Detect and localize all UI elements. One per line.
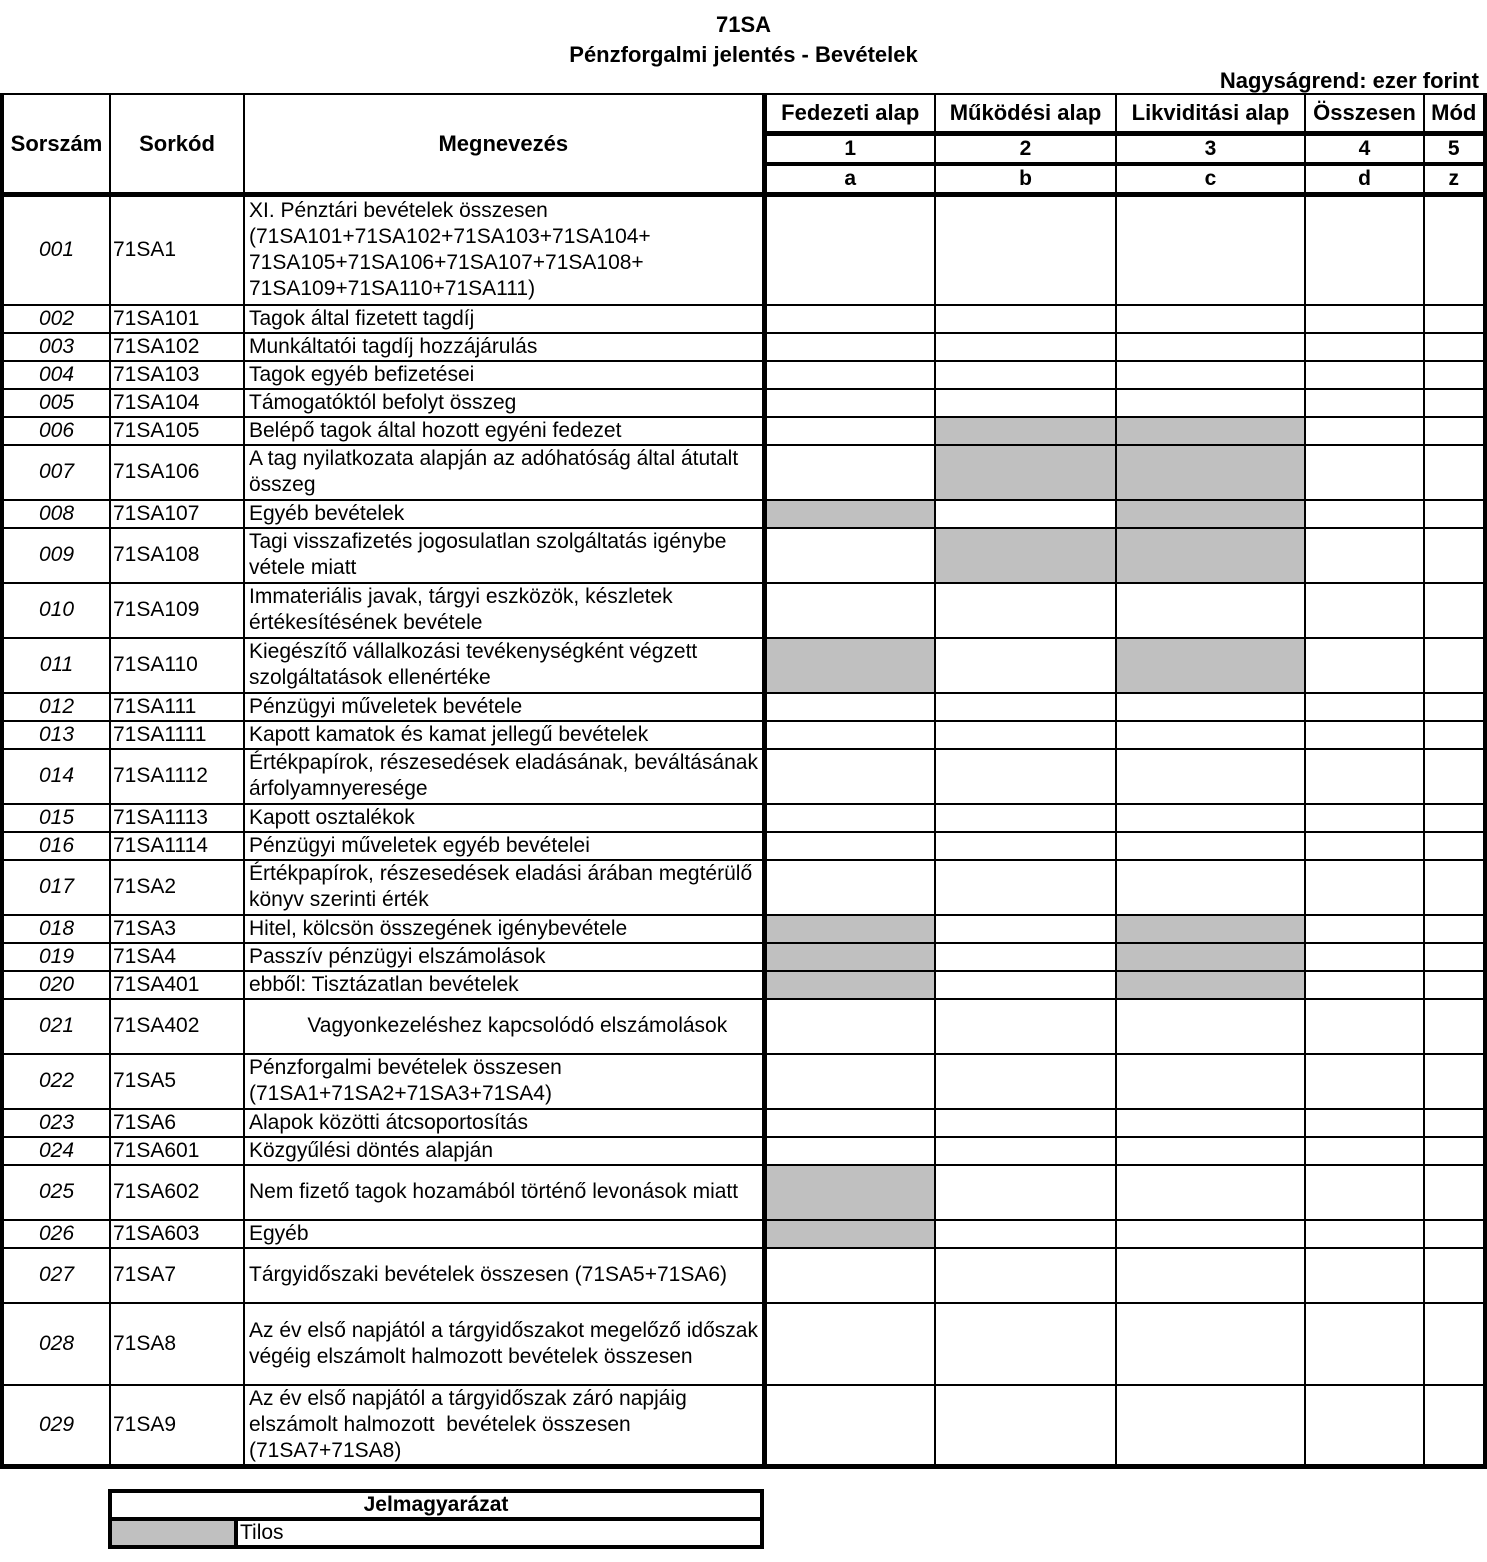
- row-code: 71SA1: [110, 195, 244, 305]
- cell-osszesen[interactable]: [1305, 943, 1424, 971]
- cell-likviditasi[interactable]: [1116, 1303, 1305, 1385]
- cell-likviditasi[interactable]: [1116, 804, 1305, 832]
- cell-osszesen[interactable]: [1305, 971, 1424, 999]
- cell-osszesen[interactable]: [1305, 1248, 1424, 1303]
- row-code: 71SA401: [110, 971, 244, 999]
- row-code: 71SA6: [110, 1109, 244, 1137]
- cell-likviditasi[interactable]: [1116, 749, 1305, 804]
- row-number: 019: [2, 943, 110, 971]
- cell-likviditasi-forbidden: [1116, 528, 1305, 583]
- cell-mukodesi[interactable]: [935, 389, 1116, 417]
- cell-fedezeti[interactable]: [764, 528, 935, 583]
- header-num-5: 5: [1424, 134, 1485, 165]
- cell-mod[interactable]: [1424, 943, 1485, 971]
- table-row: [2, 445, 1485, 500]
- row-number: 011: [2, 638, 110, 693]
- cell-mukodesi-forbidden: [935, 528, 1116, 583]
- cell-fedezeti[interactable]: [764, 1137, 935, 1165]
- cell-osszesen[interactable]: [1305, 749, 1424, 804]
- table-row: [2, 333, 1485, 361]
- cell-osszesen[interactable]: [1305, 915, 1424, 943]
- cell-mukodesi-forbidden: [935, 417, 1116, 445]
- cell-mod[interactable]: [1424, 1137, 1485, 1165]
- table-row: [2, 1385, 1485, 1467]
- row-number: 024: [2, 1137, 110, 1165]
- row-code: 71SA603: [110, 1220, 244, 1248]
- cell-fedezeti-forbidden: [764, 971, 935, 999]
- table-row: [2, 389, 1485, 417]
- row-description: Pénzügyi műveletek egyéb bevételei: [244, 832, 764, 860]
- cell-osszesen[interactable]: [1305, 638, 1424, 693]
- cell-osszesen[interactable]: [1305, 1109, 1424, 1137]
- cell-mod[interactable]: [1424, 361, 1485, 389]
- cell-likviditasi[interactable]: [1116, 832, 1305, 860]
- row-description: Értékpapírok, részesedések eladási árában megtérülő könyv szerinti érték: [244, 860, 764, 915]
- row-number: 002: [2, 305, 110, 333]
- row-number: 007: [2, 445, 110, 500]
- cell-likviditasi[interactable]: [1116, 1137, 1305, 1165]
- row-number: 003: [2, 333, 110, 361]
- cell-likviditasi[interactable]: [1116, 1109, 1305, 1137]
- row-description: Pénzforgalmi bevételek összesen (71SA1+71SA2+71SA3+71SA4): [244, 1054, 764, 1109]
- row-code: 71SA110: [110, 638, 244, 693]
- row-code: 71SA601: [110, 1137, 244, 1165]
- cell-likviditasi[interactable]: [1116, 1220, 1305, 1248]
- row-description: Kiegészítő vállalkozási tevékenységként végzett szolgáltatások ellenértéke: [244, 638, 764, 693]
- header-sorkod: Sorkód: [110, 94, 244, 195]
- cell-mukodesi[interactable]: [935, 860, 1116, 915]
- cell-mukodesi[interactable]: [935, 721, 1116, 749]
- table-row: [2, 749, 1485, 804]
- header-letter-b: b: [935, 164, 1116, 195]
- row-code: 71SA8: [110, 1303, 244, 1385]
- cell-fedezeti-forbidden: [764, 638, 935, 693]
- cell-osszesen[interactable]: [1305, 389, 1424, 417]
- cell-likviditasi-forbidden: [1116, 500, 1305, 528]
- cell-mod[interactable]: [1424, 804, 1485, 832]
- row-description: Alapok közötti átcsoportosítás: [244, 1109, 764, 1137]
- cell-likviditasi[interactable]: [1116, 1385, 1305, 1467]
- row-number: 012: [2, 693, 110, 721]
- cell-likviditasi[interactable]: [1116, 1248, 1305, 1303]
- cell-osszesen[interactable]: [1305, 860, 1424, 915]
- cell-likviditasi[interactable]: [1116, 333, 1305, 361]
- row-description: Kapott osztalékok: [244, 804, 764, 832]
- table-row: [2, 417, 1485, 445]
- cell-likviditasi[interactable]: [1116, 195, 1305, 305]
- table-row: [2, 528, 1485, 583]
- cell-osszesen[interactable]: [1305, 583, 1424, 638]
- header-letter-c: c: [1116, 164, 1305, 195]
- cell-osszesen[interactable]: [1305, 417, 1424, 445]
- cell-fedezeti[interactable]: [764, 417, 935, 445]
- cell-mod[interactable]: [1424, 860, 1485, 915]
- cell-mukodesi-forbidden: [935, 445, 1116, 500]
- row-number: 013: [2, 721, 110, 749]
- header-osszesen: Összesen: [1305, 94, 1424, 134]
- cell-fedezeti[interactable]: [764, 1109, 935, 1137]
- row-number: 020: [2, 971, 110, 999]
- cell-likviditasi[interactable]: [1116, 721, 1305, 749]
- cell-mukodesi[interactable]: [935, 1385, 1116, 1467]
- row-description: Értékpapírok, részesedések eladásának, beváltásának árfolyamnyeresége: [244, 749, 764, 804]
- row-code: 71SA111: [110, 693, 244, 721]
- header-megnevezes: Megnevezés: [244, 94, 764, 195]
- header-mod: Mód: [1424, 94, 1485, 134]
- table-row: [2, 693, 1485, 721]
- cell-fedezeti-forbidden: [764, 915, 935, 943]
- cell-mod[interactable]: [1424, 1054, 1485, 1109]
- cell-mukodesi[interactable]: [935, 500, 1116, 528]
- cell-likviditasi[interactable]: [1116, 693, 1305, 721]
- header-num-3: 3: [1116, 134, 1305, 165]
- cell-osszesen[interactable]: [1305, 305, 1424, 333]
- cell-mukodesi[interactable]: [935, 1303, 1116, 1385]
- table-row: [2, 1165, 1485, 1220]
- cell-mod[interactable]: [1424, 832, 1485, 860]
- cell-fedezeti[interactable]: [764, 749, 935, 804]
- table-row: [2, 1054, 1485, 1109]
- row-code: 71SA108: [110, 528, 244, 583]
- cell-osszesen[interactable]: [1305, 693, 1424, 721]
- cell-likviditasi-forbidden: [1116, 445, 1305, 500]
- header-num-2: 2: [935, 134, 1116, 165]
- cell-mukodesi[interactable]: [935, 749, 1116, 804]
- cell-osszesen[interactable]: [1305, 445, 1424, 500]
- cell-mod[interactable]: [1424, 999, 1485, 1054]
- cell-osszesen[interactable]: [1305, 1054, 1424, 1109]
- row-number: 023: [2, 1109, 110, 1137]
- cell-osszesen[interactable]: [1305, 1385, 1424, 1467]
- row-description: Kapott kamatok és kamat jellegű bevételek: [244, 721, 764, 749]
- header-letter-a: a: [764, 164, 935, 195]
- table-row: [2, 361, 1485, 389]
- row-number: 026: [2, 1220, 110, 1248]
- row-number: 006: [2, 417, 110, 445]
- cell-mukodesi[interactable]: [935, 999, 1116, 1054]
- cell-likviditasi[interactable]: [1116, 305, 1305, 333]
- row-number: 025: [2, 1165, 110, 1220]
- row-description: Hitel, kölcsön összegének igénybevétele: [244, 915, 764, 943]
- row-code: 71SA1112: [110, 749, 244, 804]
- cell-fedezeti-forbidden: [764, 500, 935, 528]
- table-row: [2, 1109, 1485, 1137]
- cell-mukodesi[interactable]: [935, 1220, 1116, 1248]
- cell-fedezeti[interactable]: [764, 1303, 935, 1385]
- table-row: [2, 971, 1485, 999]
- row-number: 005: [2, 389, 110, 417]
- legend-label: Tilos: [236, 1519, 762, 1547]
- table-row: [2, 1220, 1485, 1248]
- row-number: 022: [2, 1054, 110, 1109]
- cell-mukodesi[interactable]: [935, 1165, 1116, 1220]
- row-description: Pénzügyi műveletek bevétele: [244, 693, 764, 721]
- cell-mod[interactable]: [1424, 693, 1485, 721]
- cell-mod[interactable]: [1424, 1109, 1485, 1137]
- cell-osszesen[interactable]: [1305, 195, 1424, 305]
- table-row: [2, 943, 1485, 971]
- cell-osszesen[interactable]: [1305, 804, 1424, 832]
- row-description: Belépő tagok által hozott egyéni fedezet: [244, 417, 764, 445]
- table-row: [2, 1303, 1485, 1385]
- table-row: [2, 804, 1485, 832]
- report-title: Pénzforgalmi jelentés - Bevételek: [569, 42, 918, 67]
- row-number: 001: [2, 195, 110, 305]
- cell-mod[interactable]: [1424, 305, 1485, 333]
- table-row: [2, 832, 1485, 860]
- row-code: 71SA102: [110, 333, 244, 361]
- cell-mukodesi[interactable]: [935, 1054, 1116, 1109]
- table-row: [2, 638, 1485, 693]
- row-number: 028: [2, 1303, 110, 1385]
- unit-label: Nagyságrend: ezer forint: [1219, 68, 1479, 93]
- row-code: 71SA109: [110, 583, 244, 638]
- cell-osszesen[interactable]: [1305, 528, 1424, 583]
- cell-mod[interactable]: [1424, 500, 1485, 528]
- cell-mukodesi[interactable]: [935, 333, 1116, 361]
- cell-fedezeti[interactable]: [764, 1385, 935, 1467]
- cell-likviditasi-forbidden: [1116, 417, 1305, 445]
- row-code: 71SA1113: [110, 804, 244, 832]
- cell-likviditasi[interactable]: [1116, 583, 1305, 638]
- header-letter-z: z: [1424, 164, 1485, 195]
- cell-mukodesi[interactable]: [935, 305, 1116, 333]
- row-code: 71SA2: [110, 860, 244, 915]
- row-code: 71SA402: [110, 999, 244, 1054]
- table-row: [2, 195, 1485, 305]
- cell-mod[interactable]: [1424, 195, 1485, 305]
- cell-osszesen[interactable]: [1305, 1137, 1424, 1165]
- report-table: [0, 93, 1487, 1469]
- cell-mukodesi[interactable]: [935, 195, 1116, 305]
- cell-mod[interactable]: [1424, 1220, 1485, 1248]
- row-number: 008: [2, 500, 110, 528]
- cell-mukodesi[interactable]: [935, 1137, 1116, 1165]
- table-row: [2, 1137, 1485, 1165]
- header-mukodesi: Működési alap: [935, 94, 1116, 134]
- row-description: Az év első napjától a tárgyidőszakot megelőző időszak végéig elszámolt halmozott bevételek összesen: [244, 1303, 764, 1385]
- cell-osszesen[interactable]: [1305, 1303, 1424, 1385]
- cell-mod[interactable]: [1424, 638, 1485, 693]
- table-row: [2, 860, 1485, 915]
- header-fedezeti: Fedezeti alap: [764, 94, 935, 134]
- row-description: Támogatóktól befolyt összeg: [244, 389, 764, 417]
- cell-fedezeti[interactable]: [764, 1054, 935, 1109]
- cell-mod[interactable]: [1424, 749, 1485, 804]
- row-description: Vagyonkezeléshez kapcsolódó elszámolások: [244, 999, 764, 1054]
- header-num-1: 1: [764, 134, 935, 165]
- cell-fedezeti-forbidden: [764, 943, 935, 971]
- row-number: 010: [2, 583, 110, 638]
- cell-osszesen[interactable]: [1305, 361, 1424, 389]
- table-row: [2, 999, 1485, 1054]
- table-row: [2, 500, 1485, 528]
- cell-likviditasi-forbidden: [1116, 971, 1305, 999]
- cell-mukodesi[interactable]: [935, 361, 1116, 389]
- row-description: Egyéb: [244, 1220, 764, 1248]
- cell-likviditasi-forbidden: [1116, 638, 1305, 693]
- cell-mod[interactable]: [1424, 1303, 1485, 1385]
- row-description: Tagi visszafizetés jogosulatlan szolgáltatás igénybe vétele miatt: [244, 528, 764, 583]
- row-number: 014: [2, 749, 110, 804]
- cell-mod[interactable]: [1424, 915, 1485, 943]
- cell-mod[interactable]: [1424, 417, 1485, 445]
- report-code: 71SA: [715, 12, 772, 37]
- row-description: Közgyűlési döntés alapján: [244, 1137, 764, 1165]
- cell-fedezeti[interactable]: [764, 832, 935, 860]
- row-code: 71SA103: [110, 361, 244, 389]
- cell-osszesen[interactable]: [1305, 1165, 1424, 1220]
- cell-mukodesi[interactable]: [935, 638, 1116, 693]
- row-number: 015: [2, 804, 110, 832]
- cell-osszesen[interactable]: [1305, 333, 1424, 361]
- row-number: 009: [2, 528, 110, 583]
- cell-mukodesi[interactable]: [935, 804, 1116, 832]
- cell-osszesen[interactable]: [1305, 1220, 1424, 1248]
- cell-fedezeti[interactable]: [764, 195, 935, 305]
- row-number: 029: [2, 1385, 110, 1467]
- table-row: [2, 583, 1485, 638]
- cell-osszesen[interactable]: [1305, 500, 1424, 528]
- header-likviditasi: Likviditási alap: [1116, 94, 1305, 134]
- row-code: 71SA105: [110, 417, 244, 445]
- cell-mukodesi[interactable]: [935, 1109, 1116, 1137]
- cell-fedezeti[interactable]: [764, 693, 935, 721]
- cell-mukodesi[interactable]: [935, 943, 1116, 971]
- row-number: 018: [2, 915, 110, 943]
- cell-likviditasi[interactable]: [1116, 389, 1305, 417]
- cell-mod[interactable]: [1424, 528, 1485, 583]
- cell-likviditasi[interactable]: [1116, 999, 1305, 1054]
- legend-title: Jelmagyarázat: [110, 1491, 762, 1519]
- cell-mod[interactable]: [1424, 389, 1485, 417]
- cell-mod[interactable]: [1424, 583, 1485, 638]
- table-row: [2, 915, 1485, 943]
- row-number: 027: [2, 1248, 110, 1303]
- row-description: Nem fizető tagok hozamából történő levonások miatt: [244, 1165, 764, 1220]
- cell-mod[interactable]: [1424, 971, 1485, 999]
- row-code: 71SA1111: [110, 721, 244, 749]
- row-code: 71SA104: [110, 389, 244, 417]
- row-code: 71SA1114: [110, 832, 244, 860]
- cell-fedezeti[interactable]: [764, 305, 935, 333]
- row-description: Az év első napjától a tárgyidőszak záró napjáig elszámolt halmozott bevételek összesen (71SA7+71SA8): [244, 1385, 764, 1467]
- row-code: 71SA3: [110, 915, 244, 943]
- table-row: [2, 1248, 1485, 1303]
- cell-fedezeti[interactable]: [764, 999, 935, 1054]
- row-description: XI. Pénztári bevételek összesen (71SA101+71SA102+71SA103+71SA104+ 71SA105+71SA106+71SA107+71SA108+ 71SA109+71SA110+71SA111): [244, 195, 764, 305]
- table-row: [2, 721, 1485, 749]
- cell-osszesen[interactable]: [1305, 832, 1424, 860]
- row-description: Tagok által fizetett tagdíj: [244, 305, 764, 333]
- cell-fedezeti[interactable]: [764, 333, 935, 361]
- cell-fedezeti[interactable]: [764, 583, 935, 638]
- cell-fedezeti[interactable]: [764, 860, 935, 915]
- row-description: ebből: Tisztázatlan bevételek: [244, 971, 764, 999]
- cell-fedezeti[interactable]: [764, 721, 935, 749]
- cell-mod[interactable]: [1424, 721, 1485, 749]
- row-code: 71SA107: [110, 500, 244, 528]
- cell-fedezeti[interactable]: [764, 1248, 935, 1303]
- row-description: Immateriális javak, tárgyi eszközök, készletek értékesítésének bevétele: [244, 583, 764, 638]
- cell-mukodesi[interactable]: [935, 832, 1116, 860]
- cell-fedezeti[interactable]: [764, 804, 935, 832]
- cell-fedezeti[interactable]: [764, 445, 935, 500]
- row-code: 71SA4: [110, 943, 244, 971]
- cell-likviditasi-forbidden: [1116, 943, 1305, 971]
- row-number: 021: [2, 999, 110, 1054]
- cell-osszesen[interactable]: [1305, 999, 1424, 1054]
- row-code: 71SA9: [110, 1385, 244, 1467]
- cell-fedezeti-forbidden: [764, 1165, 935, 1220]
- cell-mukodesi[interactable]: [935, 693, 1116, 721]
- row-number: 004: [2, 361, 110, 389]
- cell-likviditasi[interactable]: [1116, 860, 1305, 915]
- cell-mukodesi[interactable]: [935, 583, 1116, 638]
- cell-mod[interactable]: [1424, 1248, 1485, 1303]
- cell-mod[interactable]: [1424, 445, 1485, 500]
- cell-likviditasi[interactable]: [1116, 1054, 1305, 1109]
- row-description: Tárgyidőszaki bevételek összesen (71SA5+71SA6): [244, 1248, 764, 1303]
- cell-likviditasi-forbidden: [1116, 915, 1305, 943]
- row-description: Munkáltatói tagdíj hozzájárulás: [244, 333, 764, 361]
- row-description: Passzív pénzügyi elszámolások: [244, 943, 764, 971]
- row-description: A tag nyilatkozata alapján az adóhatóság által átutalt összeg: [244, 445, 764, 500]
- cell-fedezeti[interactable]: [764, 361, 935, 389]
- cell-fedezeti-forbidden: [764, 1220, 935, 1248]
- cell-mukodesi[interactable]: [935, 971, 1116, 999]
- legend-swatch: [110, 1519, 236, 1547]
- row-description: Tagok egyéb befizetései: [244, 361, 764, 389]
- row-number: 017: [2, 860, 110, 915]
- row-code: 71SA7: [110, 1248, 244, 1303]
- row-code: 71SA602: [110, 1165, 244, 1220]
- header-letter-d: d: [1305, 164, 1424, 195]
- cell-fedezeti[interactable]: [764, 389, 935, 417]
- row-number: 016: [2, 832, 110, 860]
- row-description: Egyéb bevételek: [244, 500, 764, 528]
- cell-mod[interactable]: [1424, 333, 1485, 361]
- cell-osszesen[interactable]: [1305, 721, 1424, 749]
- header-num-4: 4: [1305, 134, 1424, 165]
- cell-mod[interactable]: [1424, 1385, 1485, 1467]
- legend-table: [108, 1489, 764, 1549]
- row-code: 71SA106: [110, 445, 244, 500]
- cell-likviditasi[interactable]: [1116, 361, 1305, 389]
- cell-likviditasi[interactable]: [1116, 1165, 1305, 1220]
- table-row: [2, 305, 1485, 333]
- cell-mukodesi[interactable]: [935, 915, 1116, 943]
- header-sorszam: Sorszám: [2, 94, 110, 195]
- row-code: 71SA5: [110, 1054, 244, 1109]
- cell-mod[interactable]: [1424, 1165, 1485, 1220]
- cell-mukodesi[interactable]: [935, 1248, 1116, 1303]
- row-code: 71SA101: [110, 305, 244, 333]
